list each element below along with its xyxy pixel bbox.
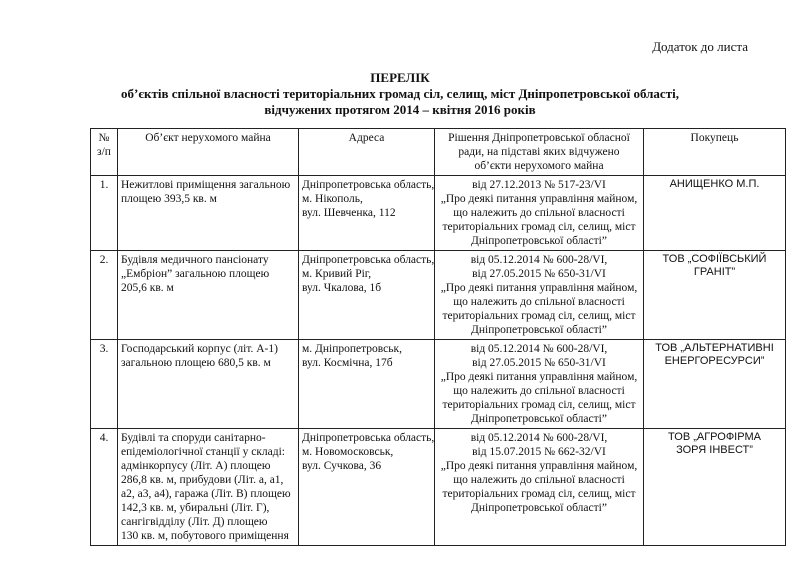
header-buyer: Покупець [644,129,786,176]
row-number: 3. [91,340,118,429]
header-address: Адреса [299,129,435,176]
row-object: Будівлі та споруди санітарно- епідеміологічної станції у складі: адмінкорпусу (Літ. А) площею 286,8 кв. м, прибудови (Літ. а, а1, а2, а3, а4), гаража (Літ. В) площею 142,3 кв. м, убиральні (Літ. Г), сангігвідділу (Літ. Д) площею 130 кв. м, побутового приміщення [118,429,299,546]
document-subtitle-line2: відчужених протягом 2014 – квітня 2016 років [264,102,536,117]
table-row [91,429,786,546]
header-num: № з/п [91,129,118,176]
row-object: Будівля медичного пансіонату „Ембріон” загальною площею 205,6 кв. м [118,251,299,340]
row-address: Дніпропетровська область, м. Новомосковськ, вул. Сучкова, 36 [299,429,435,546]
row-number: 4. [91,429,118,546]
table-row [91,340,786,429]
addendum-label: Додаток до листа [652,39,748,54]
row-number: 1. [91,176,118,251]
document-title: ПЕРЕЛІК [370,70,430,85]
row-decision: від 27.12.2013 № 517-23/VI „Про деякі питання управління майном, що належить до спільної власності територіальних громад сіл, селищ, міст Дніпропетровської області” [435,176,644,251]
header-object: Об’єкт нерухомого майна [118,129,299,176]
row-address: Дніпропетровська область, м. Кривий Ріг, вул. Чкалова, 1б [299,251,435,340]
table-row [91,176,786,251]
row-address: м. Дніпропетровськ, вул. Космічна, 17б [299,340,435,429]
row-buyer: ТОВ „АЛЬТЕРНАТИВНІ ЕНЕРГОРЕСУРСИ” [644,340,786,429]
row-buyer: ТОВ „АГРОФІРМА ЗОРЯ ІНВЕСТ” [644,429,786,546]
row-object: Господарський корпус (літ. А-1) загальною площею 680,5 кв. м [118,340,299,429]
row-object: Нежитлові приміщення загальною площею 393,5 кв. м [118,176,299,251]
row-buyer: ТОВ „СОФІЇВСЬКИЙ ГРАНІТ” [644,251,786,340]
row-address: Дніпропетровська область, м. Нікополь, вул. Шевченка, 112 [299,176,435,251]
row-number: 2. [91,251,118,340]
property-table [90,128,786,546]
row-buyer: АНИЩЕНКО М.П. [644,176,786,251]
document-subtitle-line1: об’єктів спільної власності територіальних громад сіл, селищ, міст Дніпропетровської області, [121,86,679,101]
header-decision: Рішення Дніпропетровської обласної ради, на підставі яких відчужено об’єкти нерухомого майна [435,129,644,176]
row-decision: від 05.12.2014 № 600-28/VI, від 27.05.2015 № 650-31/VI „Про деякі питання управління майном, що належить до спільної власності територіальних громад сіл, селищ, міст Дніпропетровської області” [435,251,644,340]
row-decision: від 05.12.2014 № 600-28/VI, від 27.05.2015 № 650-31/VI „Про деякі питання управління майном, що належить до спільної власності територіальних громад сіл, селищ, міст Дніпропетровської області” [435,340,644,429]
table-header-row [91,129,786,176]
row-decision: від 05.12.2014 № 600-28/VI, від 15.07.2015 № 662-32/VI „Про деякі питання управління майном, що належить до спільної власності територіальних громад сіл, селищ, міст Дніпропетровської області” [435,429,644,546]
table-row [91,251,786,340]
